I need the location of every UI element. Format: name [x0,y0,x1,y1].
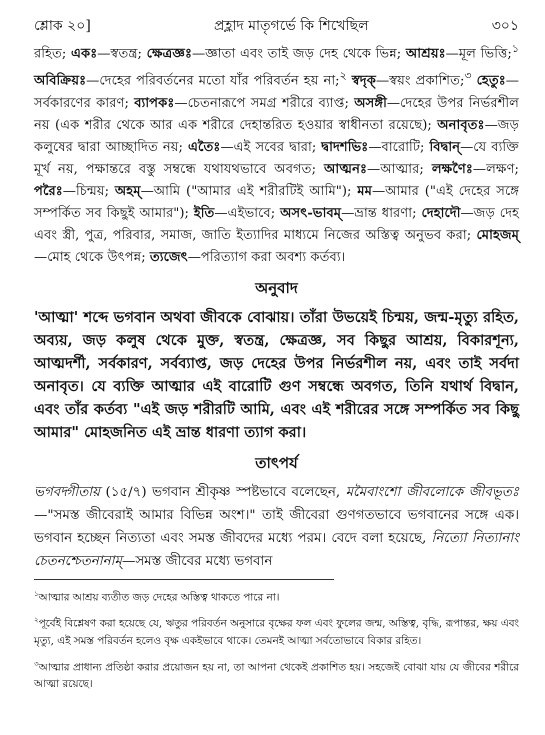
footnote-3: $^৩$আত্মার প্রাধান্য প্রতিষ্ঠা করার প্রয়োজন হয় না, তা আপনা থেকেই প্রকাশিত হয়। সহজেই বোঝা যায় যে জীবের শরীরে আত্মা রয়েছে। [34,659,519,691]
translation-text: 'আত্মা' শব্দে ভগবান অথবা জীবকে বোঝায়। তাঁরা উভয়েই চিন্ময়, জন্ম-মৃত্যু রহিত, অব্যয়, জড় কলুষ থেকে মুক্ত, স্বতন্ত্র, ক্ষেত্রজ্ঞ, সব কিছুর আশ্রয়, বিকারশূন্য, আত্মদর্শী, সর্বকারণ, সর্বব্যাপ্ত, জড় দেহের উপর নির্ভরশীল নয়, এবং তাই সর্বদা অনাবৃত। যে ব্যক্তি আত্মার এই বারোটি গুণ সম্বন্ধে অবগত, তিনি যথার্থ বিদ্বান, এবং তাঁর কর্তব্য "এই জড় শরীরটি আমি, এবং এই শরীরের সঙ্গে সম্পর্কিত সব কিছু আমার" মোহজনিত এই ভ্রান্ত ধারণা ত্যাগ করা। [34,308,519,441]
footnote-divider [34,579,334,580]
footnote-1: $^১$আত্মার আশ্রয় ব্যতীত জড় দেহের অস্তিত্ব থাকতে পারে না। [34,589,280,604]
page-number: ৩০১ [491,18,519,34]
running-header [34,0,519,38]
word-for-word-synonyms: রহিত; একঃ—স্বতন্ত্র; ক্ষেত্রজ্ঞঃ—জ্ঞাতা এবং তাই জড় দেহ থেকে ভিন্ন; আশ্রয়ঃ—মূল ভিত্তি;$^১$ অবিক্রিয়ঃ—দেহের পরিবর্তনের মতো যাঁর পরিবর্তন হয় না;$^২$ স্বদৃক্—স্বয়ং প্রকাশিত;$^৩$ হেতুঃ—সর্বকারণের কারণ; ব্যাপকঃ—চেতনারূপে সমগ্র শরীরে ব্যাপ্ত; অসঙ্গী—দেহের উপর নির্ভরশীল নয় (এক শরীর থেকে আর এক শরীরে দেহান্তরিত হওয়ার স্বাধীনতা রয়েছে); অনাবৃতঃ—জড় কলুষের দ্বারা আচ্ছাদিত নয়; এতৈঃ—এই সবের দ্বারা; দ্বাদশভিঃ—বারোটি; বিদ্বান্—যে ব্যক্তি মূর্খ নয়, পক্ষান্তরে বস্তু সম্বন্ধে যথাযথভাবে অবগত; আত্মনঃ—আত্মার; লক্ষণৈঃ—লক্ষণ; পরৈঃ—চিন্ময়; অহম্—আমি ("আমার এই শরীরটিই আমি"); মম—আমার ("এই দেহের সঙ্গে সম্পর্কিত সব কিছুই আমার"); ইতি—এইভাবে; অসৎ-ভাবম্—ভ্রান্ত ধারণা; দেহাদৌ—জড় দেহ এবং স্ত্রী, পুত্র, পরিবার, সমাজ, জাতি ইত্যাদির মাধ্যমে নিজের অস্তিত্ব অনুভব করা; মোহজম্—মোহ থেকে উৎপন্ন; ত্যজেৎ—পরিত্যাগ করা অবশ্য কর্তব্য। [34,42,520,265]
chapter-title: প্রহ্লাদ মাতৃগর্ভে কি শিখেছিল [214,18,369,34]
verse-reference: শ্লোক ২০] [34,18,91,34]
translation-heading: অনুবাদ [255,278,298,297]
purport-heading: তাৎপর্য [255,453,298,472]
footnotes [34,586,519,693]
purport-text: ভগবদ্গীতায় (১৫/৭) ভগবান শ্রীকৃষ্ণ স্পষ্টভাবে বলেছেন, মমৈবাংশো জীবলোকে জীবভূতঃ—"সমস্ত জীবেরাই আমার বিভিন্ন অংশ।" তাই জীবেরা গুণগতভাবে ভগবানের সঙ্গে এক। ভগবান হচ্ছেন নিত্যতা এবং সমস্ত জীবদের মধ্যে পরম। বেদে বলা হয়েছে, নিত্যো নিত্যানাং চেতনশ্চেতনানাম্—সমস্ত জীবের মধ্যে ভগবান [34,484,519,569]
footnote-2: $^২$পূর্বেই বিশ্লেষণ করা হয়েছে যে, ঋতুর পরিবর্তন অনুসারে বৃক্ষের ফল এবং ফুলের জন্ম, অস্তিত্ব, বৃদ্ধি, রূপান্তর, ক্ষয় এবং মৃত্যু, এই সমস্ত পরিবর্তন হলেও বৃক্ষ একইভাবে থাকে। তেমনই আত্মা সর্বতোভাবে বিকার রহিত। [34,616,519,647]
